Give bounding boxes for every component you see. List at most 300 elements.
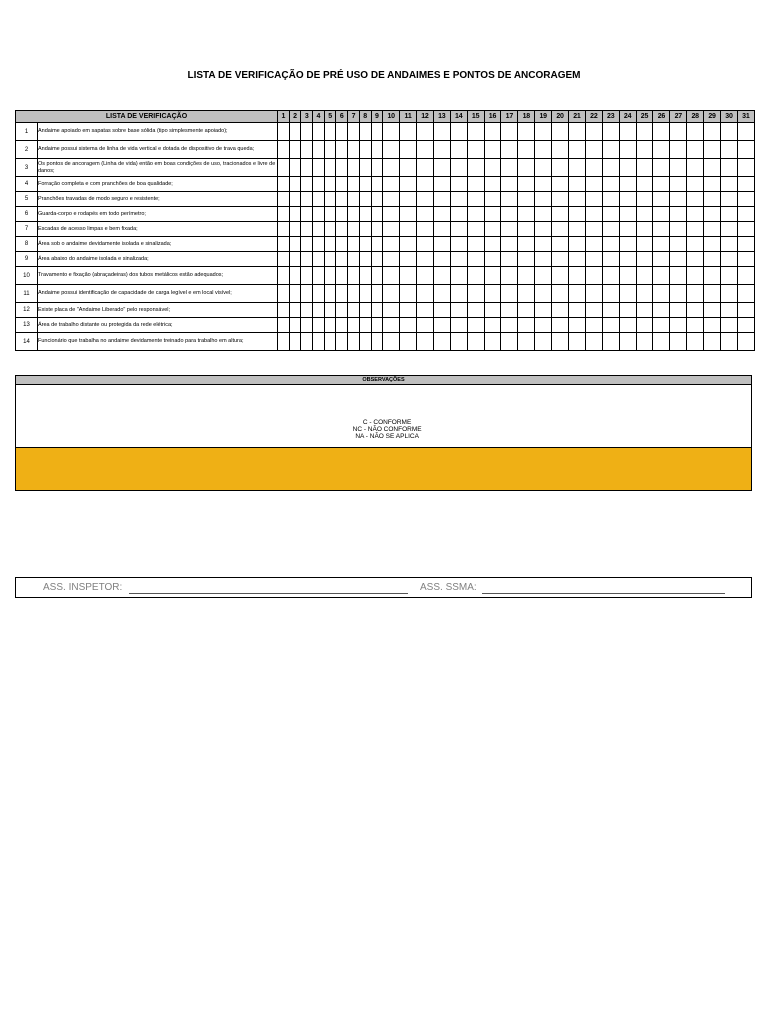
day-check-cell[interactable] xyxy=(568,303,585,318)
day-check-cell[interactable] xyxy=(383,123,400,141)
day-check-cell[interactable] xyxy=(602,267,619,285)
day-check-cell[interactable] xyxy=(721,333,738,351)
day-check-cell[interactable] xyxy=(359,318,371,333)
day-check-cell[interactable] xyxy=(313,177,325,192)
day-check-cell[interactable] xyxy=(278,237,290,252)
day-check-cell[interactable] xyxy=(484,285,501,303)
day-check-cell[interactable] xyxy=(670,285,687,303)
day-check-cell[interactable] xyxy=(324,177,336,192)
day-check-cell[interactable] xyxy=(383,318,400,333)
day-check-cell[interactable] xyxy=(313,192,325,207)
day-check-cell[interactable] xyxy=(568,192,585,207)
day-check-cell[interactable] xyxy=(636,252,653,267)
day-check-cell[interactable] xyxy=(653,252,670,267)
day-check-cell[interactable] xyxy=(289,303,301,318)
day-check-cell[interactable] xyxy=(721,177,738,192)
day-check-cell[interactable] xyxy=(301,237,313,252)
day-check-cell[interactable] xyxy=(450,177,467,192)
day-check-cell[interactable] xyxy=(585,222,602,237)
day-check-cell[interactable] xyxy=(400,141,417,159)
day-check-cell[interactable] xyxy=(535,303,552,318)
day-check-cell[interactable] xyxy=(400,222,417,237)
day-check-cell[interactable] xyxy=(501,207,518,222)
day-check-cell[interactable] xyxy=(400,237,417,252)
day-check-cell[interactable] xyxy=(653,159,670,177)
day-check-cell[interactable] xyxy=(568,252,585,267)
day-check-cell[interactable] xyxy=(636,237,653,252)
day-check-cell[interactable] xyxy=(585,333,602,351)
day-check-cell[interactable] xyxy=(400,192,417,207)
day-check-cell[interactable] xyxy=(636,177,653,192)
day-check-cell[interactable] xyxy=(585,237,602,252)
day-check-cell[interactable] xyxy=(400,285,417,303)
day-check-cell[interactable] xyxy=(289,141,301,159)
day-check-cell[interactable] xyxy=(289,333,301,351)
day-check-cell[interactable] xyxy=(585,159,602,177)
day-check-cell[interactable] xyxy=(400,318,417,333)
day-check-cell[interactable] xyxy=(568,177,585,192)
day-check-cell[interactable] xyxy=(737,141,754,159)
day-check-cell[interactable] xyxy=(336,267,348,285)
day-check-cell[interactable] xyxy=(348,303,360,318)
day-check-cell[interactable] xyxy=(324,267,336,285)
day-check-cell[interactable] xyxy=(670,222,687,237)
day-check-cell[interactable] xyxy=(301,177,313,192)
day-check-cell[interactable] xyxy=(416,192,433,207)
day-check-cell[interactable] xyxy=(313,207,325,222)
day-check-cell[interactable] xyxy=(518,207,535,222)
day-check-cell[interactable] xyxy=(484,192,501,207)
day-check-cell[interactable] xyxy=(359,159,371,177)
day-check-cell[interactable] xyxy=(416,285,433,303)
day-check-cell[interactable] xyxy=(552,192,569,207)
day-check-cell[interactable] xyxy=(383,222,400,237)
day-check-cell[interactable] xyxy=(568,141,585,159)
day-check-cell[interactable] xyxy=(737,237,754,252)
day-check-cell[interactable] xyxy=(737,285,754,303)
day-check-cell[interactable] xyxy=(535,318,552,333)
day-check-cell[interactable] xyxy=(278,192,290,207)
inspetor-signature-line[interactable] xyxy=(129,593,408,594)
day-check-cell[interactable] xyxy=(704,192,721,207)
day-check-cell[interactable] xyxy=(383,237,400,252)
day-check-cell[interactable] xyxy=(721,192,738,207)
day-check-cell[interactable] xyxy=(619,177,636,192)
day-check-cell[interactable] xyxy=(501,123,518,141)
day-check-cell[interactable] xyxy=(501,285,518,303)
day-check-cell[interactable] xyxy=(619,207,636,222)
day-check-cell[interactable] xyxy=(737,318,754,333)
day-check-cell[interactable] xyxy=(313,237,325,252)
day-check-cell[interactable] xyxy=(336,123,348,141)
day-check-cell[interactable] xyxy=(636,318,653,333)
day-check-cell[interactable] xyxy=(518,303,535,318)
day-check-cell[interactable] xyxy=(371,141,383,159)
day-check-cell[interactable] xyxy=(278,318,290,333)
day-check-cell[interactable] xyxy=(670,237,687,252)
day-check-cell[interactable] xyxy=(737,267,754,285)
observations-input-area[interactable] xyxy=(16,447,751,490)
day-check-cell[interactable] xyxy=(467,159,484,177)
day-check-cell[interactable] xyxy=(518,318,535,333)
day-check-cell[interactable] xyxy=(687,285,704,303)
day-check-cell[interactable] xyxy=(484,318,501,333)
day-check-cell[interactable] xyxy=(552,207,569,222)
day-check-cell[interactable] xyxy=(535,237,552,252)
day-check-cell[interactable] xyxy=(636,192,653,207)
day-check-cell[interactable] xyxy=(602,285,619,303)
day-check-cell[interactable] xyxy=(687,159,704,177)
day-check-cell[interactable] xyxy=(348,123,360,141)
day-check-cell[interactable] xyxy=(552,222,569,237)
day-check-cell[interactable] xyxy=(501,237,518,252)
day-check-cell[interactable] xyxy=(336,192,348,207)
day-check-cell[interactable] xyxy=(535,177,552,192)
day-check-cell[interactable] xyxy=(301,207,313,222)
day-check-cell[interactable] xyxy=(313,303,325,318)
day-check-cell[interactable] xyxy=(704,285,721,303)
day-check-cell[interactable] xyxy=(336,303,348,318)
day-check-cell[interactable] xyxy=(313,123,325,141)
day-check-cell[interactable] xyxy=(535,222,552,237)
day-check-cell[interactable] xyxy=(371,303,383,318)
day-check-cell[interactable] xyxy=(552,237,569,252)
day-check-cell[interactable] xyxy=(324,285,336,303)
day-check-cell[interactable] xyxy=(383,159,400,177)
day-check-cell[interactable] xyxy=(313,318,325,333)
day-check-cell[interactable] xyxy=(552,159,569,177)
day-check-cell[interactable] xyxy=(301,318,313,333)
day-check-cell[interactable] xyxy=(348,333,360,351)
day-check-cell[interactable] xyxy=(336,252,348,267)
day-check-cell[interactable] xyxy=(450,318,467,333)
day-check-cell[interactable] xyxy=(602,141,619,159)
day-check-cell[interactable] xyxy=(687,318,704,333)
day-check-cell[interactable] xyxy=(585,252,602,267)
day-check-cell[interactable] xyxy=(687,252,704,267)
day-check-cell[interactable] xyxy=(450,285,467,303)
day-check-cell[interactable] xyxy=(371,123,383,141)
day-check-cell[interactable] xyxy=(278,252,290,267)
day-check-cell[interactable] xyxy=(602,333,619,351)
day-check-cell[interactable] xyxy=(568,318,585,333)
day-check-cell[interactable] xyxy=(568,207,585,222)
day-check-cell[interactable] xyxy=(324,333,336,351)
day-check-cell[interactable] xyxy=(348,207,360,222)
day-check-cell[interactable] xyxy=(619,333,636,351)
day-check-cell[interactable] xyxy=(704,141,721,159)
day-check-cell[interactable] xyxy=(383,141,400,159)
day-check-cell[interactable] xyxy=(324,222,336,237)
day-check-cell[interactable] xyxy=(383,333,400,351)
day-check-cell[interactable] xyxy=(501,318,518,333)
day-check-cell[interactable] xyxy=(324,123,336,141)
day-check-cell[interactable] xyxy=(721,123,738,141)
day-check-cell[interactable] xyxy=(313,285,325,303)
day-check-cell[interactable] xyxy=(721,318,738,333)
day-check-cell[interactable] xyxy=(552,123,569,141)
day-check-cell[interactable] xyxy=(450,207,467,222)
day-check-cell[interactable] xyxy=(416,252,433,267)
day-check-cell[interactable] xyxy=(467,318,484,333)
day-check-cell[interactable] xyxy=(518,267,535,285)
day-check-cell[interactable] xyxy=(371,333,383,351)
day-check-cell[interactable] xyxy=(301,141,313,159)
day-check-cell[interactable] xyxy=(336,237,348,252)
day-check-cell[interactable] xyxy=(501,159,518,177)
day-check-cell[interactable] xyxy=(348,192,360,207)
day-check-cell[interactable] xyxy=(324,318,336,333)
day-check-cell[interactable] xyxy=(400,252,417,267)
day-check-cell[interactable] xyxy=(301,123,313,141)
day-check-cell[interactable] xyxy=(278,333,290,351)
day-check-cell[interactable] xyxy=(704,333,721,351)
day-check-cell[interactable] xyxy=(602,192,619,207)
day-check-cell[interactable] xyxy=(484,267,501,285)
day-check-cell[interactable] xyxy=(585,141,602,159)
day-check-cell[interactable] xyxy=(433,192,450,207)
day-check-cell[interactable] xyxy=(348,222,360,237)
day-check-cell[interactable] xyxy=(721,237,738,252)
day-check-cell[interactable] xyxy=(467,192,484,207)
day-check-cell[interactable] xyxy=(653,123,670,141)
day-check-cell[interactable] xyxy=(433,237,450,252)
day-check-cell[interactable] xyxy=(535,192,552,207)
day-check-cell[interactable] xyxy=(552,333,569,351)
day-check-cell[interactable] xyxy=(602,237,619,252)
day-check-cell[interactable] xyxy=(359,177,371,192)
day-check-cell[interactable] xyxy=(568,285,585,303)
day-check-cell[interactable] xyxy=(737,192,754,207)
day-check-cell[interactable] xyxy=(416,333,433,351)
day-check-cell[interactable] xyxy=(348,267,360,285)
day-check-cell[interactable] xyxy=(602,252,619,267)
day-check-cell[interactable] xyxy=(585,207,602,222)
day-check-cell[interactable] xyxy=(289,267,301,285)
day-check-cell[interactable] xyxy=(336,207,348,222)
day-check-cell[interactable] xyxy=(348,141,360,159)
day-check-cell[interactable] xyxy=(336,222,348,237)
day-check-cell[interactable] xyxy=(636,123,653,141)
day-check-cell[interactable] xyxy=(450,252,467,267)
day-check-cell[interactable] xyxy=(450,123,467,141)
day-check-cell[interactable] xyxy=(585,192,602,207)
day-check-cell[interactable] xyxy=(602,222,619,237)
day-check-cell[interactable] xyxy=(416,237,433,252)
day-check-cell[interactable] xyxy=(518,237,535,252)
day-check-cell[interactable] xyxy=(568,237,585,252)
day-check-cell[interactable] xyxy=(289,318,301,333)
day-check-cell[interactable] xyxy=(336,285,348,303)
day-check-cell[interactable] xyxy=(552,141,569,159)
day-check-cell[interactable] xyxy=(359,252,371,267)
day-check-cell[interactable] xyxy=(704,318,721,333)
day-check-cell[interactable] xyxy=(383,267,400,285)
day-check-cell[interactable] xyxy=(737,333,754,351)
day-check-cell[interactable] xyxy=(383,192,400,207)
day-check-cell[interactable] xyxy=(518,192,535,207)
day-check-cell[interactable] xyxy=(301,285,313,303)
day-check-cell[interactable] xyxy=(301,159,313,177)
day-check-cell[interactable] xyxy=(383,207,400,222)
day-check-cell[interactable] xyxy=(324,303,336,318)
day-check-cell[interactable] xyxy=(313,141,325,159)
day-check-cell[interactable] xyxy=(687,237,704,252)
day-check-cell[interactable] xyxy=(619,123,636,141)
day-check-cell[interactable] xyxy=(602,207,619,222)
day-check-cell[interactable] xyxy=(636,285,653,303)
day-check-cell[interactable] xyxy=(348,177,360,192)
day-check-cell[interactable] xyxy=(535,285,552,303)
day-check-cell[interactable] xyxy=(433,222,450,237)
day-check-cell[interactable] xyxy=(704,252,721,267)
day-check-cell[interactable] xyxy=(670,123,687,141)
day-check-cell[interactable] xyxy=(371,267,383,285)
day-check-cell[interactable] xyxy=(602,177,619,192)
day-check-cell[interactable] xyxy=(359,237,371,252)
day-check-cell[interactable] xyxy=(348,285,360,303)
day-check-cell[interactable] xyxy=(687,303,704,318)
day-check-cell[interactable] xyxy=(619,318,636,333)
day-check-cell[interactable] xyxy=(501,267,518,285)
day-check-cell[interactable] xyxy=(416,222,433,237)
day-check-cell[interactable] xyxy=(433,303,450,318)
day-check-cell[interactable] xyxy=(289,123,301,141)
day-check-cell[interactable] xyxy=(348,159,360,177)
day-check-cell[interactable] xyxy=(400,177,417,192)
day-check-cell[interactable] xyxy=(518,177,535,192)
day-check-cell[interactable] xyxy=(585,318,602,333)
day-check-cell[interactable] xyxy=(670,207,687,222)
day-check-cell[interactable] xyxy=(737,123,754,141)
day-check-cell[interactable] xyxy=(687,333,704,351)
day-check-cell[interactable] xyxy=(400,159,417,177)
day-check-cell[interactable] xyxy=(383,303,400,318)
day-check-cell[interactable] xyxy=(518,285,535,303)
day-check-cell[interactable] xyxy=(619,237,636,252)
day-check-cell[interactable] xyxy=(371,237,383,252)
day-check-cell[interactable] xyxy=(359,267,371,285)
day-check-cell[interactable] xyxy=(535,141,552,159)
day-check-cell[interactable] xyxy=(278,177,290,192)
day-check-cell[interactable] xyxy=(348,237,360,252)
day-check-cell[interactable] xyxy=(518,141,535,159)
day-check-cell[interactable] xyxy=(670,333,687,351)
day-check-cell[interactable] xyxy=(535,252,552,267)
day-check-cell[interactable] xyxy=(467,141,484,159)
day-check-cell[interactable] xyxy=(518,222,535,237)
day-check-cell[interactable] xyxy=(535,333,552,351)
day-check-cell[interactable] xyxy=(653,192,670,207)
day-check-cell[interactable] xyxy=(670,303,687,318)
day-check-cell[interactable] xyxy=(484,123,501,141)
day-check-cell[interactable] xyxy=(721,207,738,222)
day-check-cell[interactable] xyxy=(433,267,450,285)
day-check-cell[interactable] xyxy=(653,207,670,222)
day-check-cell[interactable] xyxy=(704,303,721,318)
day-check-cell[interactable] xyxy=(619,192,636,207)
day-check-cell[interactable] xyxy=(619,222,636,237)
day-check-cell[interactable] xyxy=(371,192,383,207)
day-check-cell[interactable] xyxy=(324,252,336,267)
day-check-cell[interactable] xyxy=(467,303,484,318)
day-check-cell[interactable] xyxy=(289,237,301,252)
day-check-cell[interactable] xyxy=(670,318,687,333)
day-check-cell[interactable] xyxy=(653,267,670,285)
day-check-cell[interactable] xyxy=(518,159,535,177)
day-check-cell[interactable] xyxy=(278,141,290,159)
day-check-cell[interactable] xyxy=(670,192,687,207)
day-check-cell[interactable] xyxy=(737,303,754,318)
day-check-cell[interactable] xyxy=(359,123,371,141)
day-check-cell[interactable] xyxy=(704,222,721,237)
day-check-cell[interactable] xyxy=(359,303,371,318)
day-check-cell[interactable] xyxy=(278,123,290,141)
day-check-cell[interactable] xyxy=(433,177,450,192)
day-check-cell[interactable] xyxy=(535,123,552,141)
day-check-cell[interactable] xyxy=(433,159,450,177)
day-check-cell[interactable] xyxy=(721,252,738,267)
day-check-cell[interactable] xyxy=(359,141,371,159)
day-check-cell[interactable] xyxy=(636,303,653,318)
day-check-cell[interactable] xyxy=(585,285,602,303)
day-check-cell[interactable] xyxy=(501,141,518,159)
day-check-cell[interactable] xyxy=(467,237,484,252)
day-check-cell[interactable] xyxy=(653,222,670,237)
day-check-cell[interactable] xyxy=(653,177,670,192)
day-check-cell[interactable] xyxy=(636,159,653,177)
day-check-cell[interactable] xyxy=(568,123,585,141)
day-check-cell[interactable] xyxy=(687,267,704,285)
day-check-cell[interactable] xyxy=(721,303,738,318)
day-check-cell[interactable] xyxy=(278,222,290,237)
day-check-cell[interactable] xyxy=(278,267,290,285)
day-check-cell[interactable] xyxy=(301,303,313,318)
day-check-cell[interactable] xyxy=(653,303,670,318)
day-check-cell[interactable] xyxy=(602,303,619,318)
day-check-cell[interactable] xyxy=(289,177,301,192)
day-check-cell[interactable] xyxy=(585,267,602,285)
day-check-cell[interactable] xyxy=(433,123,450,141)
day-check-cell[interactable] xyxy=(636,222,653,237)
day-check-cell[interactable] xyxy=(552,285,569,303)
day-check-cell[interactable] xyxy=(416,177,433,192)
day-check-cell[interactable] xyxy=(535,207,552,222)
day-check-cell[interactable] xyxy=(467,207,484,222)
day-check-cell[interactable] xyxy=(484,222,501,237)
day-check-cell[interactable] xyxy=(619,267,636,285)
day-check-cell[interactable] xyxy=(416,141,433,159)
day-check-cell[interactable] xyxy=(585,123,602,141)
day-check-cell[interactable] xyxy=(371,252,383,267)
day-check-cell[interactable] xyxy=(636,141,653,159)
day-check-cell[interactable] xyxy=(359,222,371,237)
day-check-cell[interactable] xyxy=(704,237,721,252)
day-check-cell[interactable] xyxy=(450,192,467,207)
day-check-cell[interactable] xyxy=(737,207,754,222)
day-check-cell[interactable] xyxy=(301,222,313,237)
day-check-cell[interactable] xyxy=(416,303,433,318)
day-check-cell[interactable] xyxy=(737,177,754,192)
day-check-cell[interactable] xyxy=(670,177,687,192)
day-check-cell[interactable] xyxy=(653,237,670,252)
day-check-cell[interactable] xyxy=(416,207,433,222)
day-check-cell[interactable] xyxy=(619,141,636,159)
day-check-cell[interactable] xyxy=(585,303,602,318)
day-check-cell[interactable] xyxy=(518,252,535,267)
day-check-cell[interactable] xyxy=(348,318,360,333)
day-check-cell[interactable] xyxy=(721,285,738,303)
